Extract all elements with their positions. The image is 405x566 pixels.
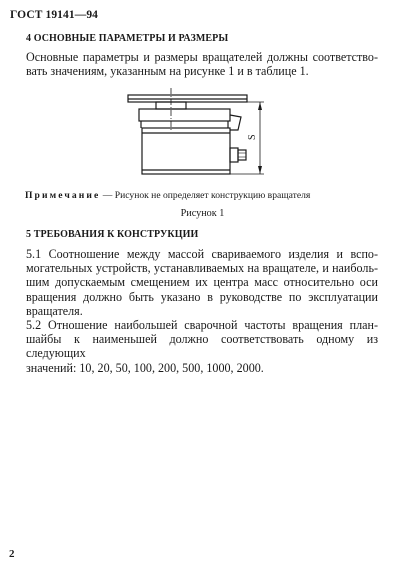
- paragraph-line: вращателя.: [26, 303, 83, 318]
- document-header: ГОСТ 19141—94: [10, 9, 99, 21]
- section-5-heading: 5 ТРЕБОВАНИЯ К КОНСТРУКЦИИ: [26, 229, 199, 240]
- motor-flange: [230, 148, 238, 162]
- paragraph-line: значений: 10, 20, 50, 100, 200, 500, 1000, 2000.: [26, 360, 264, 375]
- section-4-heading: 4 ОСНОВНЫЕ ПАРАМЕТРЫ И РАЗМЕРЫ: [26, 33, 229, 44]
- figure-note: [25, 190, 310, 201]
- paragraph-line: 5.1 Соотношение между массой свариваемого изделия и вспо-: [26, 247, 378, 261]
- dimension-label: S: [247, 134, 258, 140]
- dimension-arrow: [258, 102, 262, 110]
- paragraph-line: вать значениям, указанным на рисунке 1 и в таблице 1.: [26, 64, 309, 79]
- gear-housing: [230, 115, 241, 130]
- paragraph-line: Основные параметры и размеры вращателей должны соответство-: [26, 50, 378, 64]
- note-text: — Рисунок не определяет конструкцию вращателя: [100, 190, 311, 201]
- figure-caption: Рисунок 1: [180, 208, 225, 219]
- page-number: 2: [9, 548, 15, 560]
- paragraph-line: могательных устройств, устанавливаемых на вращателе, и наиболь-: [26, 261, 378, 276]
- paragraph-line: шайбы к наименьшей должно соответствовать одному из следующих: [26, 332, 378, 361]
- paragraph-line: 5.2 Отношение наибольшей сварочной частоты вращения план-: [26, 318, 378, 332]
- note-label: Примечание: [25, 190, 101, 201]
- paragraph-5-2: [26, 318, 378, 375]
- base-body: [142, 128, 230, 174]
- motor-knob: [238, 150, 246, 160]
- paragraph-line: вращения должно быть указано в руководстве по эксплуатации: [26, 289, 378, 304]
- paragraph-5-1: [26, 247, 378, 318]
- rotating-head: [139, 109, 230, 121]
- paragraph-line: шим допускаемым смещением их центра масс относительно оси: [26, 275, 378, 290]
- figure-1-drawing: [0, 0, 405, 200]
- dimension-arrow: [258, 166, 262, 174]
